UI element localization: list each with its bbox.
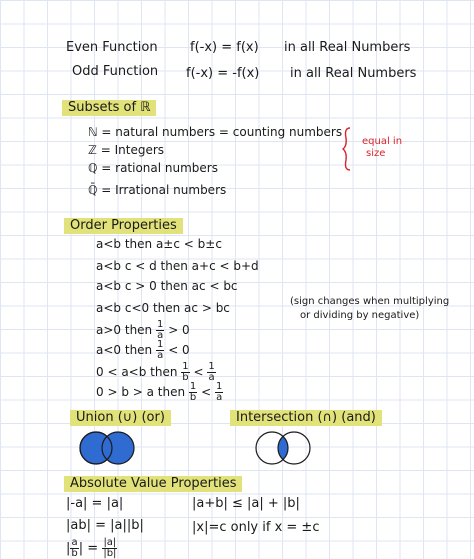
subset-natural: ℕ = natural numbers = counting numbers [88, 125, 343, 139]
union-venn-diagram-icon [72, 428, 144, 468]
order-row-4: a<b c<0 then ac > bc [96, 301, 230, 315]
abs-neg-a: |-a| = |a| [66, 496, 124, 511]
subsets-heading: Subsets of ℝ [62, 100, 156, 116]
intersection-heading: Intersection (∩) (and) [230, 410, 382, 426]
abs-equals-c: |x|=c only if x = ±c [192, 520, 320, 535]
order-row-8: 0 > b > a then $\frac{1}{b}$ < $\frac{1}{a}$ [96, 381, 223, 403]
even-function-domain: in all Real Numbers [284, 40, 411, 55]
fraction-one-over-a: $\frac{1}{a}$ [216, 381, 223, 403]
fraction-one-over-a: $\frac{1}{a}$ [208, 361, 215, 383]
odd-function-label: Odd Function [72, 64, 159, 79]
order-properties-heading: Order Properties [64, 218, 183, 234]
even-function-label: Even Function [66, 40, 158, 55]
sign-change-note-line2: or dividing by negative) [300, 310, 420, 321]
union-heading: Union (∪) (or) [70, 410, 171, 426]
order-row-1: a<b then a±c < b±c [96, 237, 222, 251]
order-row-5: a>0 then $\frac{1}{a}$ > 0 [96, 319, 190, 341]
order-row-2: a<b c < d then a+c < b+d [96, 259, 259, 273]
fraction-one-over-b: $\frac{1}{b}$ [189, 381, 197, 403]
odd-function-domain: in all Real Numbers [290, 66, 417, 81]
abs-product: |ab| = |a||b| [66, 518, 144, 533]
sign-change-note-line1: (sign changes when multiplying [290, 296, 450, 307]
odd-function-formula: f(-x) = -f(x) [186, 66, 260, 81]
subset-irrational: ℚ̄ = Irrational numbers [88, 183, 227, 197]
order-row-7: 0 < a<b then $\frac{1}{b}$ < $\frac{1}{a}$ [96, 361, 215, 383]
abs-quotient: | $\frac{a}{b}$ | = $\frac{|a|}{|b|}$ [66, 537, 117, 559]
fraction-abs-a-over-abs-b: $\frac{|a|}{|b|}$ [103, 537, 117, 559]
equal-size-note-line1: equal in [362, 136, 403, 147]
triangle-inequality: |a+b| ≤ |a| + |b| [192, 496, 300, 511]
even-function-formula: f(-x) = f(x) [190, 40, 259, 55]
intersection-venn-diagram-icon [248, 428, 320, 468]
red-brace-icon [342, 126, 358, 172]
fraction-one-over-b: $\frac{1}{b}$ [182, 361, 189, 383]
subset-rational: ℚ = rational numbers [88, 161, 218, 175]
order-row-3: a<b c > 0 then ac < bc [96, 279, 238, 293]
fraction-one-over-a: $\frac{1}{a}$ [156, 339, 164, 361]
subset-integers: ℤ = Integers [88, 143, 165, 157]
order-row-6: a<0 then $\frac{1}{a}$ < 0 [96, 339, 190, 361]
absolute-value-heading: Absolute Value Properties [64, 476, 242, 492]
fraction-one-over-a: $\frac{1}{a}$ [156, 319, 164, 341]
fraction-a-over-b: $\frac{a}{b}$ [71, 537, 78, 559]
equal-size-note-line2: size [366, 148, 386, 159]
